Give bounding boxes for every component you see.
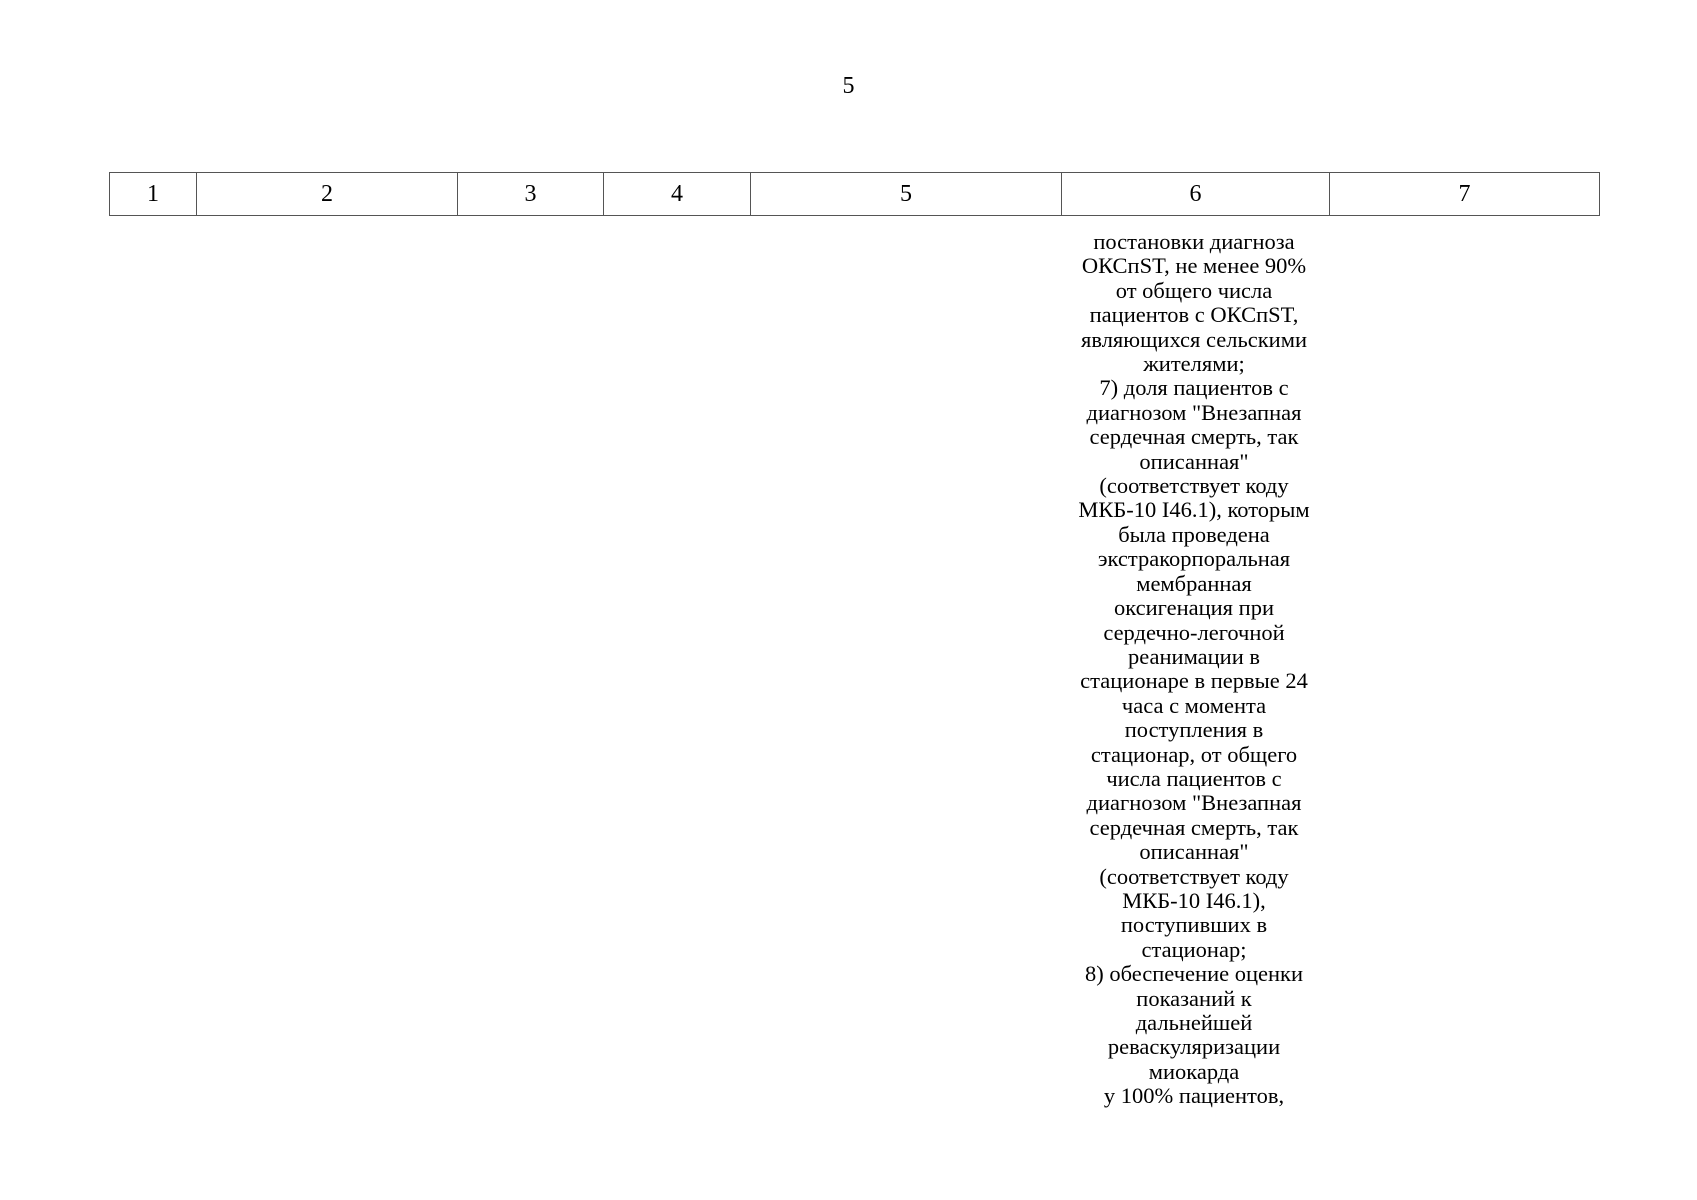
cell-text-line: МКБ-10 I46.1), — [1122, 887, 1266, 913]
cell-text-line: ОКСпST, не менее 90% — [1081, 253, 1307, 279]
cell-text-line: стационаре в первые 24 — [1080, 668, 1308, 694]
cell-text-line: была проведена — [1118, 521, 1270, 547]
cell-text-line: показаний к — [1136, 985, 1252, 1011]
column-numbers-table — [109, 172, 1600, 216]
cell-text-line: пациентов с ОКСпST, — [1089, 302, 1299, 328]
column-number-3: 3 — [458, 173, 604, 216]
cell-text-line: диагнозом "Внезапная — [1086, 399, 1302, 425]
column-number-7: 7 — [1330, 173, 1600, 216]
cell-text-line: экстракорпоральная — [1097, 546, 1291, 572]
column-number-4: 4 — [604, 173, 751, 216]
cell-text-line: оксигенация при — [1114, 595, 1274, 621]
cell-text-line: сердечная смерть, так — [1089, 424, 1299, 450]
cell-text-line: являющихся сельскими — [1081, 326, 1307, 352]
cell-text-line: дальнейшей — [1135, 1010, 1253, 1035]
cell-text-line: сердечно-легочной — [1103, 619, 1285, 645]
cell-text-line: реваскуляризации — [1107, 1034, 1281, 1060]
cell-text-line: стационар; — [1141, 936, 1247, 962]
cell-text-line: часа с момента — [1121, 692, 1267, 718]
column-number-2: 2 — [197, 173, 458, 216]
cell-text-line: МКБ-10 I46.1), которым — [1078, 497, 1310, 523]
cell-text-line: поступления в — [1124, 717, 1264, 743]
column-number-1: 1 — [110, 173, 197, 216]
column-6-cell-text — [1060, 230, 1328, 1109]
cell-text-line: описанная" — [1139, 448, 1249, 474]
cell-text-line: (соответствует коду — [1099, 473, 1289, 499]
page-number: 5 — [842, 73, 855, 99]
cell-text-line: диагнозом "Внезапная — [1086, 790, 1302, 816]
column-number-5: 5 — [751, 173, 1062, 216]
cell-text-line: миокарда — [1148, 1058, 1240, 1084]
cell-text-line: от общего числа — [1115, 277, 1273, 303]
cell-text-line: мембранная — [1136, 570, 1252, 596]
cell-text-line: реанимации в — [1127, 643, 1261, 669]
cell-text-line: жителями; — [1143, 351, 1245, 377]
cell-text-line: сердечная смерть, так — [1089, 814, 1299, 840]
cell-text-line: числа пациентов с — [1106, 765, 1282, 791]
cell-text-line: 8) обеспечение оценки — [1084, 961, 1304, 987]
table-header-row — [110, 173, 1600, 216]
column-number-6: 6 — [1062, 173, 1330, 216]
cell-text-line: постановки диагноза — [1093, 229, 1295, 254]
cell-text-line: поступивших в — [1120, 912, 1268, 938]
cell-text-line: у 100% пациентов, — [1103, 1083, 1285, 1109]
cell-text-line: (соответствует коду — [1099, 863, 1289, 889]
cell-text-line: стационар, от общего — [1090, 741, 1298, 767]
cell-text-line: 7) доля пациентов с — [1099, 375, 1289, 401]
cell-text-line: описанная" — [1139, 839, 1249, 865]
